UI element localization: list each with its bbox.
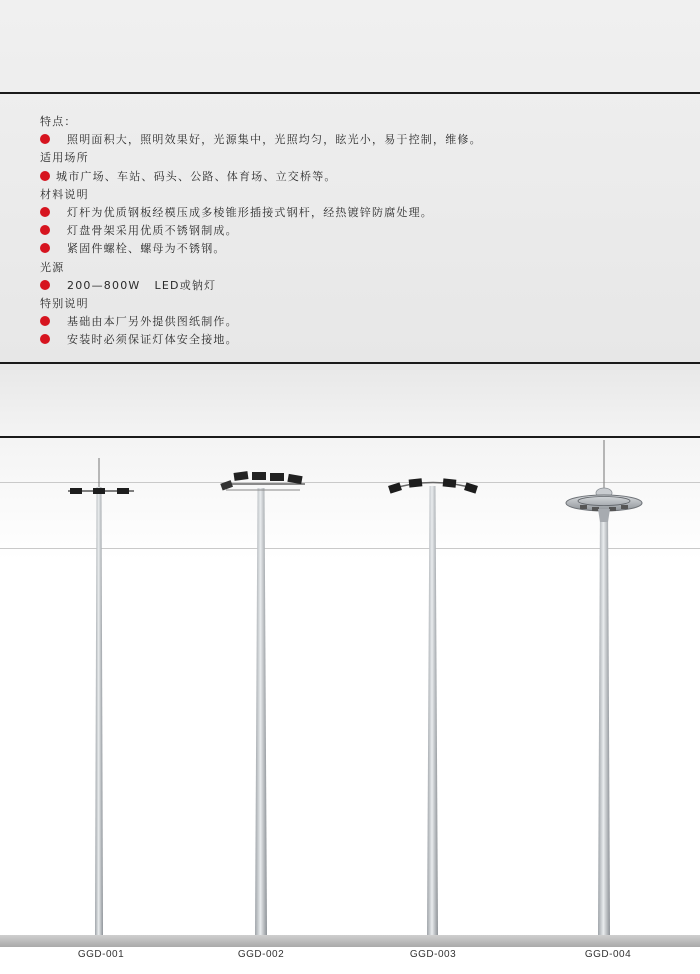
list-item: 紧固件螺栓、螺母为不锈钢。 (40, 239, 680, 257)
lamp-icon (117, 488, 129, 494)
section-heading: 特别说明 (40, 296, 89, 310)
floodlight-icon (443, 478, 457, 487)
floodlight-icon (220, 480, 233, 490)
list-item: 200—800W LED或钠灯 (40, 276, 680, 294)
floodlight-icon (409, 478, 423, 487)
list-item: 安装时必须保证灯体安全接地。 (40, 330, 680, 348)
floodlight-icon (388, 482, 402, 493)
model-label-ggd-002: GGD-002 (237, 949, 285, 960)
list-item: 照明面积大，照明效果好，光源集中，光照均匀，眩光小，易于控制，维修。 (40, 130, 680, 148)
floodlight-icon (234, 471, 249, 481)
list-item: 灯杆为优质钢板经模压成多棱锥形插接式钢杆，经热镀锌防腐处理。 (40, 203, 680, 221)
lamp-icon (70, 488, 82, 494)
list-item: 灯盘骨架采用优质不锈钢制成。 (40, 221, 680, 239)
pole-ggd-002 (220, 471, 305, 935)
lamp-icon (93, 488, 105, 494)
list-item: 基础由本厂另外提供图纸制作。 (40, 312, 680, 330)
floodlight-icon (270, 473, 284, 481)
section-heading: 光源 (40, 260, 65, 274)
list-item: 城市广场、车站、码头、公路、体育场、立交桥等。 (40, 167, 680, 185)
floodlight-icon (287, 474, 302, 484)
pole-ggd-003 (388, 478, 478, 935)
floodlight-icon (464, 482, 478, 493)
pole-ggd-001 (68, 458, 134, 935)
model-label-ggd-004: GGD-004 (584, 949, 632, 960)
pole-ggd-004 (566, 440, 642, 935)
section-heading: 材料说明 (40, 187, 89, 201)
model-label-ggd-003: GGD-003 (409, 949, 457, 960)
section-heading: 特点： (40, 115, 77, 129)
floodlight-icon (252, 472, 266, 480)
model-label-ggd-001: GGD-001 (77, 949, 125, 960)
lamp-disc-icon (566, 495, 642, 511)
section-heading: 适用场所 (40, 151, 89, 165)
ground-strip (0, 935, 700, 947)
